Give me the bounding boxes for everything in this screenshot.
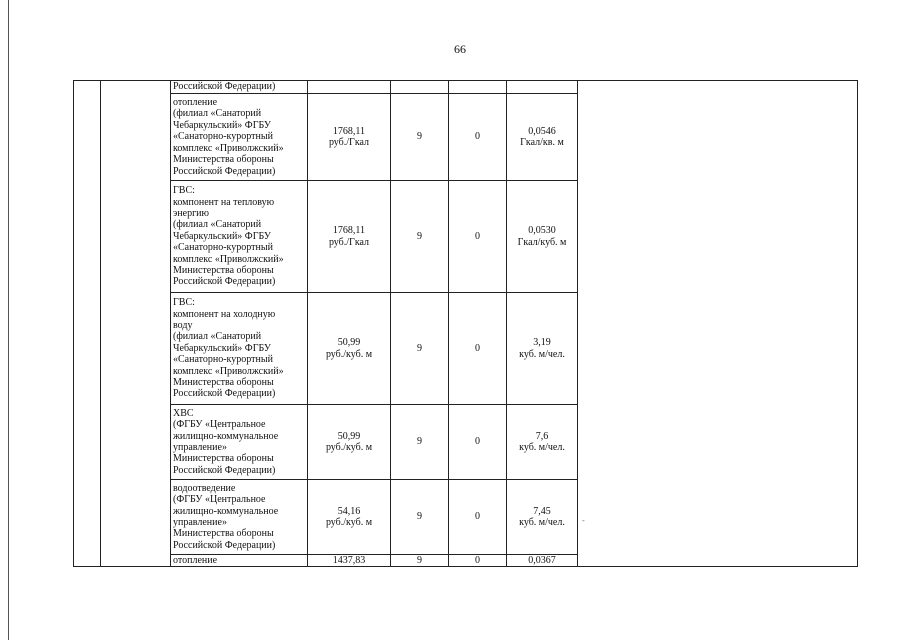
norm-value: 0,0546 Гкал/кв. м (507, 94, 578, 181)
name-cell (101, 81, 171, 567)
column-5-value: 0 (449, 555, 507, 567)
column-5-value (449, 81, 507, 94)
tariff-value: 54,16 руб./куб. м (308, 480, 391, 555)
tariff-value: 1437,83 (308, 555, 391, 567)
page-left-edge (8, 0, 9, 640)
column-5-value: 0 (449, 181, 507, 293)
norm-value (507, 81, 578, 94)
column-4-value: 9 (391, 94, 449, 181)
service-description: ГВС: компонент на холодную воду (филиал «Санаторий Чебаркульский» ФГБУ «Санаторно-курортный комплекс «Приволжский» Министерства обороны Российской Федерации) (171, 293, 308, 405)
tariff-value: 1768,11 руб./Гкал (308, 181, 391, 293)
norm-value: 3,19 куб. м/чел. (507, 293, 578, 405)
norm-value: 7,45 куб. м/чел. (507, 480, 578, 555)
service-description: Российской Федерации) (171, 81, 308, 94)
column-5-value: 0 (449, 405, 507, 480)
column-4-value (391, 81, 449, 94)
norm-value: 7,6 куб. м/чел. (507, 405, 578, 480)
column-4-value: 9 (391, 181, 449, 293)
column-5-value: 0 (449, 293, 507, 405)
service-description: ХВС (ФГБУ «Центральное жилищно-коммунальное управление» Министерства обороны Российской Федерации) (171, 405, 308, 480)
tariff-value (308, 81, 391, 94)
notes-cell (578, 81, 858, 567)
tariff-table (73, 80, 858, 567)
norm-value: 0,0367 (507, 555, 578, 567)
column-4-value: 9 (391, 293, 449, 405)
column-5-value: 0 (449, 480, 507, 555)
service-description: ГВС: компонент на тепловую энергию (филиал «Санаторий Чебаркульский» ФГБУ «Санаторно-курортный комплекс «Приволжский» Министерства обороны Российской Федерации) (171, 181, 308, 293)
tariff-value: 50,99 руб./куб. м (308, 405, 391, 480)
table-row (74, 81, 858, 94)
column-5-value: 0 (449, 94, 507, 181)
service-description: отопление (филиал «Санаторий Чебаркульский» ФГБУ «Санаторно-курортный комплекс «Приволжский» Министерства обороны Российской Федерации) (171, 94, 308, 181)
index-cell (74, 81, 101, 567)
service-description: водоотведение (ФГБУ «Центральное жилищно-коммунальное управление» Министерства обороны Российской Федерации) (171, 480, 308, 555)
page-number: 66 (454, 42, 466, 56)
stray-mark: - (582, 516, 585, 525)
column-4-value: 9 (391, 555, 449, 567)
column-4-value: 9 (391, 480, 449, 555)
tariff-value: 50,99 руб./куб. м (308, 293, 391, 405)
column-4-value: 9 (391, 405, 449, 480)
tariff-value: 1768,11 руб./Гкал (308, 94, 391, 181)
service-description: отопление (171, 555, 308, 567)
norm-value: 0,0530 Гкал/куб. м (507, 181, 578, 293)
